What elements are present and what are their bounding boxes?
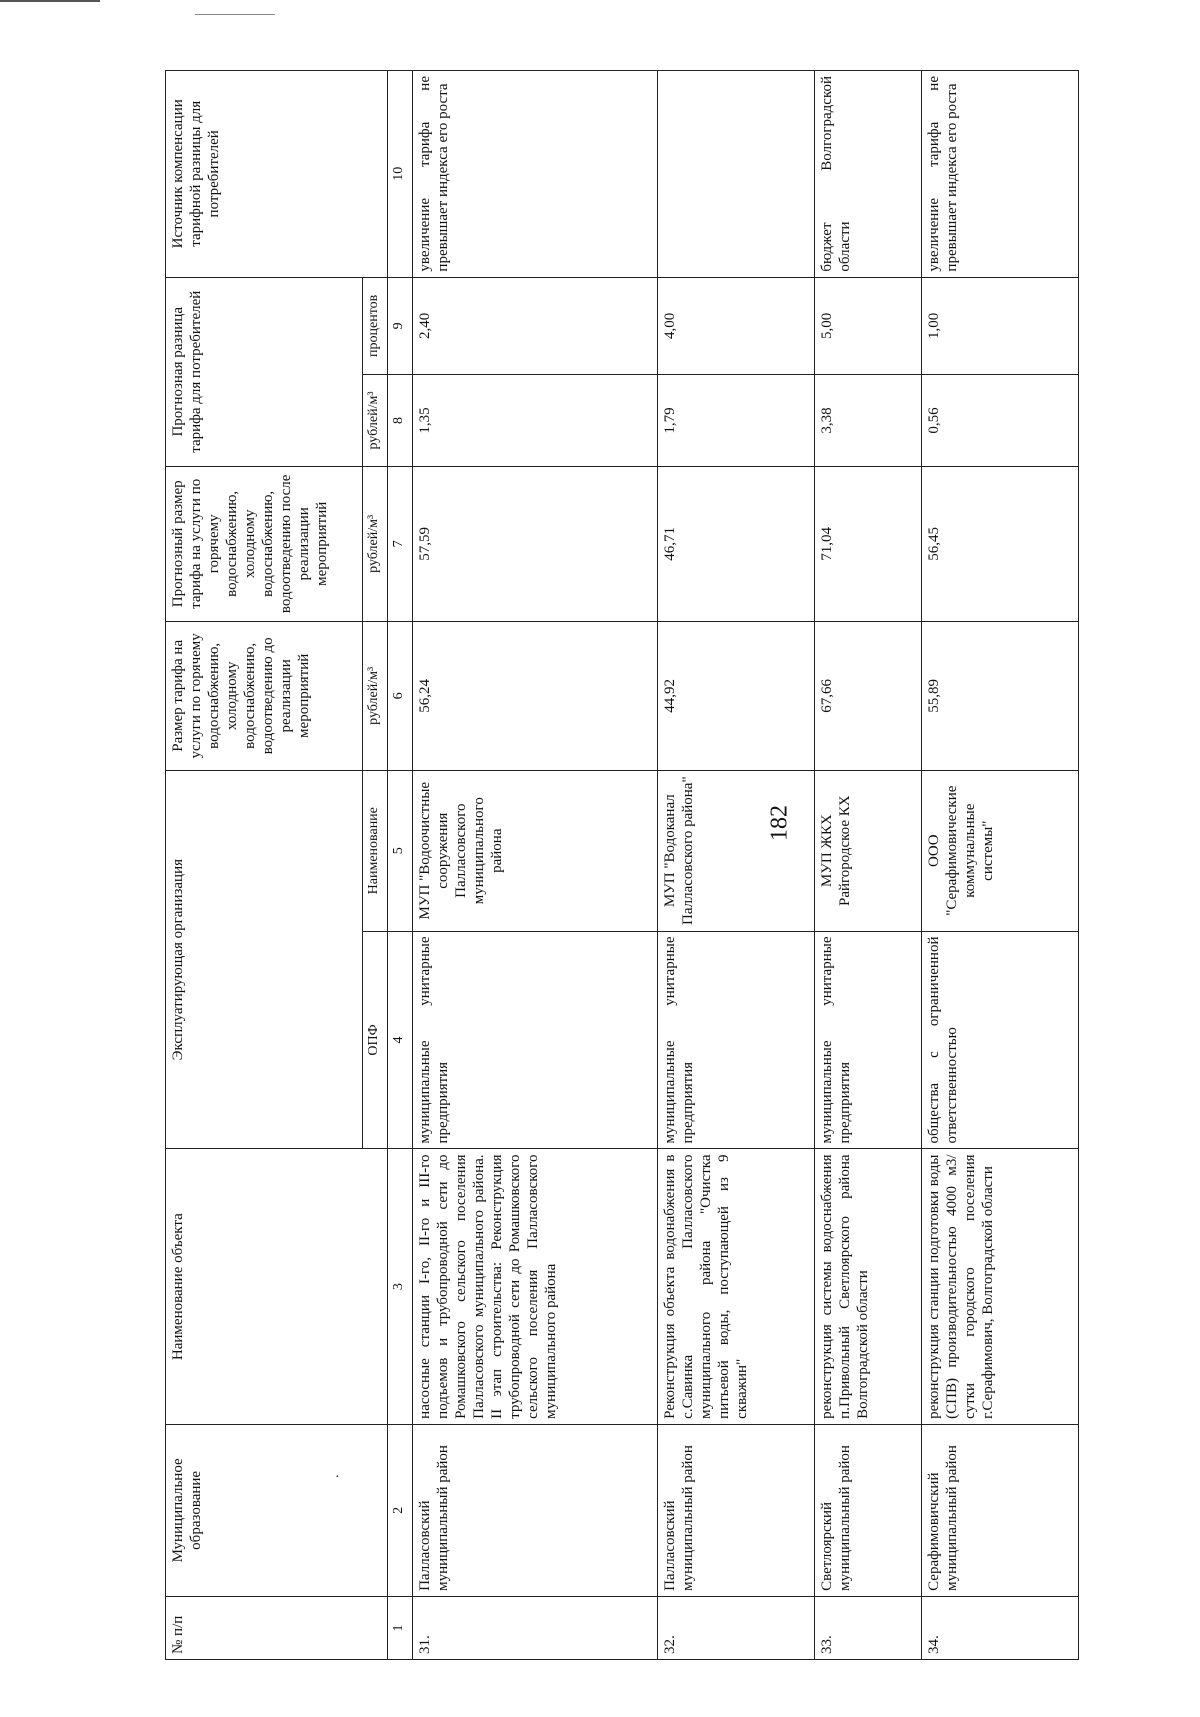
column-number: 5 <box>388 770 413 931</box>
column-number: 9 <box>388 277 413 375</box>
compensation-source-cell <box>658 71 815 278</box>
municipality-cell: Палласовский муниципальный район <box>413 1424 658 1596</box>
page-number: 182 <box>766 805 793 841</box>
compensation-source-cell: увеличение тарифа не превышает индекса его роста <box>413 71 658 278</box>
column-number: 3 <box>388 1149 413 1424</box>
municipality-cell: Серафимовичский муниципальный район <box>922 1424 1079 1596</box>
column-number: 4 <box>388 931 413 1149</box>
tariff-table <box>165 70 1079 1660</box>
header-org-name: Наименование <box>363 770 388 931</box>
header-opf: ОПФ <box>363 931 388 1149</box>
object-name-cell: насосные станции I-го, II-го и III-го подъемов и трубопроводной сети до Ромашковского сельского поселения Палласовского муниципального района. II этап строительства: Реконструкция трубопроводной сети до Ромашковского сельского поселения Палласовского муниципального района <box>413 1149 658 1424</box>
opf-cell: муниципальные унитарные предприятия <box>815 931 922 1149</box>
table-column-numbers-row <box>388 71 413 1660</box>
difference-percent-cell: 5,00 <box>815 277 922 375</box>
scan-edge-line <box>0 0 100 2</box>
unit-col-6: рублей/м³ <box>363 621 388 770</box>
header-number: № п/п <box>166 1596 388 1659</box>
tariff-after-cell: 56,45 <box>922 466 1079 621</box>
rotated-table-container <box>165 70 1165 1660</box>
tariff-after-cell: 46,71 <box>658 466 815 621</box>
row-number: 32. <box>658 1596 815 1659</box>
difference-percent-cell: 1,00 <box>922 277 1079 375</box>
header-object-name: Наименование объекта <box>166 1149 388 1424</box>
object-name-cell: Реконструкция объекта водонабжения в с.Савинка Палласовского муниципального района "Очистка питьевой воды, поступающей из 9 скважин" <box>658 1149 815 1424</box>
row-number: 31. <box>413 1596 658 1659</box>
column-number: 8 <box>388 375 413 467</box>
municipality-cell: Палласовский муниципальный район <box>658 1424 815 1596</box>
column-number: 2 <box>388 1424 413 1596</box>
object-name-cell: реконструкция системы водоснабжения п.Привольный Светлоярского района Волгоградской области <box>815 1149 922 1424</box>
tariff-before-cell: 56,24 <box>413 621 658 770</box>
table-row <box>815 71 922 1660</box>
unit-col-9: процентов <box>363 277 388 375</box>
header-tariff-after: Прогнозный размер тарифа на услуги по горячему водоснабжению, холодному водоснабжению, водоотведению после реализации мероприятий <box>166 466 363 621</box>
difference-rub-cell: 1,35 <box>413 375 658 467</box>
unit-col-7: рублей/м³ <box>363 466 388 621</box>
org-name-cell: МУП "Водоочистные сооружения Палласовского муниципального района <box>413 770 658 931</box>
opf-cell: общества с ограниченной ответственностью <box>922 931 1079 1149</box>
table-row <box>922 71 1079 1660</box>
header-tariff-difference: Прогнозная разница тарифа для потребителей <box>166 277 363 466</box>
header-compensation-source: Источник компенсации тарифной разницы для потребителей <box>166 71 388 278</box>
unit-col-8: рублей/м³ <box>363 375 388 467</box>
compensation-source-cell: бюджет Волгоградской области <box>815 71 922 278</box>
column-number: 1 <box>388 1596 413 1659</box>
object-name-cell: реконструкция станции подготовки воды (СПВ) производительностью 4000 м3/сутки городского поселения г.Серафимович, Волгоградской области <box>922 1149 1079 1424</box>
table-header-row <box>166 71 363 1660</box>
difference-rub-cell: 3,38 <box>815 375 922 467</box>
row-number: 34. <box>922 1596 1079 1659</box>
header-tariff-before: Размер тарифа на услуги по горячему водоснабжению, холодному водоснабжению, водоотведению до реализации мероприятий <box>166 621 363 770</box>
scan-edge-line <box>195 14 275 15</box>
header-municipality: Муниципальное образование <box>166 1424 388 1596</box>
column-number: 10 <box>388 71 413 278</box>
stray-mark: · <box>335 1470 340 1485</box>
tariff-before-cell: 67,66 <box>815 621 922 770</box>
row-number: 33. <box>815 1596 922 1659</box>
tariff-before-cell: 44,92 <box>658 621 815 770</box>
difference-rub-cell: 1,79 <box>658 375 815 467</box>
header-operating-org: Эксплуатирующая организация <box>166 770 363 1149</box>
table-row <box>413 71 658 1660</box>
column-number: 7 <box>388 466 413 621</box>
opf-cell: муниципальные унитарные предприятия <box>658 931 815 1149</box>
org-name-cell: МУП "Водоканал Палласовского района" <box>658 770 815 931</box>
opf-cell: муниципальные унитарные предприятия <box>413 931 658 1149</box>
column-number: 6 <box>388 621 413 770</box>
difference-percent-cell: 2,40 <box>413 277 658 375</box>
tariff-before-cell: 55,89 <box>922 621 1079 770</box>
org-name-cell: МУП ЖКХ Райгородское КХ <box>815 770 922 931</box>
table-row <box>658 71 815 1660</box>
org-name-cell: ООО "Серафимовические коммунальные системы" <box>922 770 1079 931</box>
municipality-cell: Светлоярский муниципальный район <box>815 1424 922 1596</box>
tariff-after-cell: 71,04 <box>815 466 922 621</box>
compensation-source-cell: увеличение тарифа не превышает индекса его роста <box>922 71 1079 278</box>
tariff-after-cell: 57,59 <box>413 466 658 621</box>
difference-percent-cell: 4,00 <box>658 277 815 375</box>
difference-rub-cell: 0,56 <box>922 375 1079 467</box>
